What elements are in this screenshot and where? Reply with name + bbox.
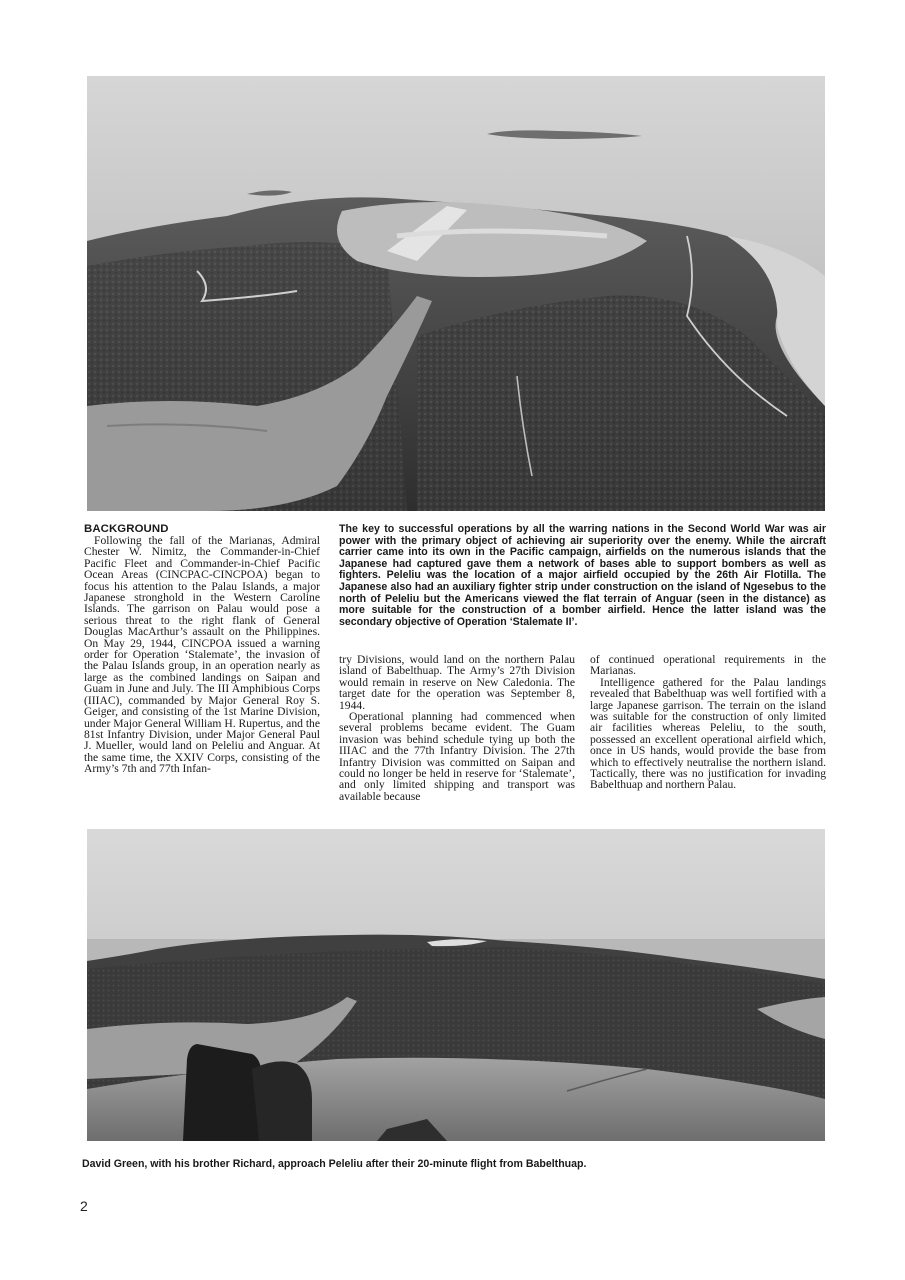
article-column-2 bbox=[339, 654, 575, 802]
article-paragraph: Intelligence gathered for the Palau landings revealed that Babelthuap was well fortified with a large Japanese garrison. The terrain on the island was suitable for the construction of only limited air facilities whereas Peleliu, to the south, possessed an excellent operational airfield which, once in US hands, would provide the base from which to effectively neutralise the northern island. Tactically, there was no justification for invading Babelthuap and northern Palau. bbox=[590, 675, 826, 792]
photo-caption-top: The key to successful operations by all the warring nations in the Second World War was air power with the primary object of achieving air superiority over the enemy. While the aircraft carrier came into its own in the Pacific campaign, airfields on the numerous islands that the Japanese had captured gave them a network of bases able to support bombers as well as fighters. Peleliu was the location of a major airfield occupied by the 26th Air Flotilla. The Japanese also had an auxiliary fighter strip under construction on the island of Ngesebus to the north of Peleliu but the Americans viewed the flat terrain of Anguar (seen in the distance) as more suitable for the construction of a bomber airfield. Hence the latter island was the secondary objective of Operation ‘Stalemate II’. bbox=[339, 523, 826, 628]
article-column-3 bbox=[590, 654, 826, 791]
photo-caption-bottom: David Green, with his brother Richard, approach Peleliu after their 20-minute flight from Babelthuap. bbox=[82, 1158, 587, 1170]
article-paragraph: Following the fall of the Marianas, Admiral Chester W. Nimitz, the Commander-in-Chief Pacific Fleet and Commander-in-Chief Pacific Ocean Areas (CINCPAC-CINCPOA) began to focus his attention to the Palau Islands, a major Japanese stronghold in the Western Caroline Islands. The garrison on Palau would pose a serious threat to the right flank of General Douglas MacArthur’s assault on the Philippines. On May 29, 1944, CINCPOA issued a warning order for Operation ‘Stalemate’, the invasion of the Palau Islands group, in an operation nearly as large as the combined landings on Saipan and Guam in June and July. The III Amphibious Corps (IIIAC), commanded by Major General Roy S. Geiger, and consisting of the 1st Marine Division, under Major General William H. Rupertus, and the 81st Infantry Division, under Major General Paul J. Mueller, would land on Peleliu and Anguar. At the same time, the XXIV Corps, consisting of the Army’s 7th and 77th Infan- bbox=[84, 534, 320, 776]
article-paragraph: of continued operational requirements in the Marianas. bbox=[590, 653, 826, 678]
photo-artwork bbox=[87, 76, 825, 511]
section-heading: BACKGROUND bbox=[84, 523, 169, 535]
article-column-1 bbox=[84, 523, 320, 775]
photo-artwork bbox=[87, 829, 825, 1141]
page-number: 2 bbox=[80, 1198, 88, 1214]
aerial-photo-approach-peleliu bbox=[87, 829, 825, 1141]
article-paragraph: Operational planning had commenced when several problems became evident. The Guam invasion was behind schedule tying up both the IIIAC and the 77th Infantry Division. The 27th Infantry Division was committed on Saipan and could no longer be held in reserve for ‘Stalemate’, and only limited shipping and transport was available because bbox=[339, 710, 575, 803]
article-paragraph: try Divisions, would land on the northern Palau island of Babelthuap. The Army’s 27th Division would remain in reserve on New Caledonia. The target date for the operation was September 8, 1944. bbox=[339, 653, 575, 712]
aerial-photo-peleliu-airfield bbox=[87, 76, 825, 511]
